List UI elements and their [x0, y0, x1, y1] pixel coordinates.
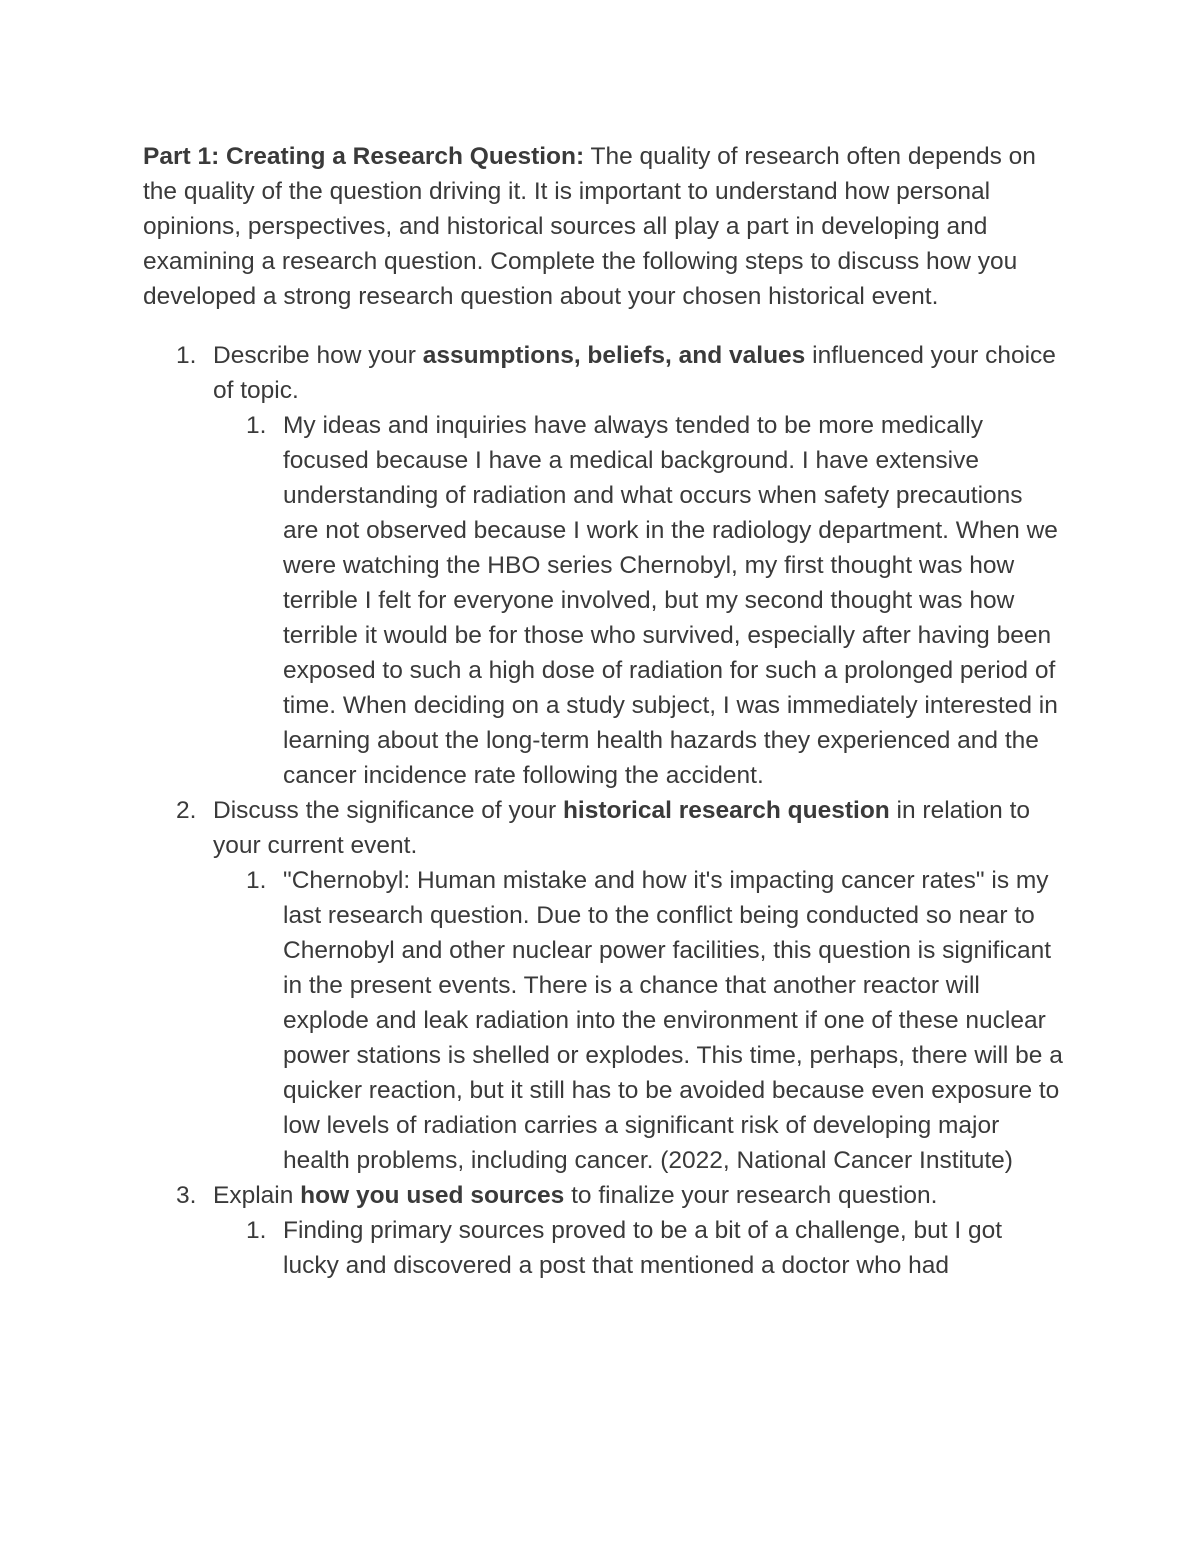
step-number: 2.: [176, 797, 197, 824]
prompt-text: Explain: [213, 1182, 301, 1209]
prompt-text: to finalize your research question.: [564, 1182, 938, 1209]
answer-item: [213, 1213, 1063, 1283]
answer-number: 1.: [246, 412, 267, 439]
answer-text: Finding primary sources proved to be a bit of a challenge, but I got lucky and discovered a post that mentioned a doctor who had: [283, 1217, 1003, 1279]
steps-list: [143, 338, 1063, 1283]
answer-list: [213, 408, 1063, 793]
part-heading: Part 1: Creating a Research Question:: [143, 143, 585, 170]
step-prompt: [213, 793, 1063, 863]
answer-number: 1.: [246, 867, 267, 894]
step-number: 1.: [176, 342, 197, 369]
answer-list: [213, 863, 1063, 1178]
step-item: [143, 793, 1063, 1178]
answer-text: My ideas and inquiries have always tended to be more medically focused because I have a medical background. I have extensive understanding of radiation and what occurs when safety precautions are not observed because I work in the radiology department. When we were watching the HBO series Chernobyl, my first thought was how terrible I felt for everyone involved, but my second thought was how terrible it would be for those who survived, especially after having been exposed to such a high dose of radiation for such a prolonged period of time. When deciding on a study subject, I was immediately interested in learning about the long-term health hazards they experienced and the cancer incidence rate following the accident.: [283, 412, 1058, 789]
step-number: 3.: [176, 1182, 197, 1209]
answer-item: [213, 408, 1063, 793]
prompt-text: influenced your choice of topic.: [213, 342, 1056, 404]
answer-number: 1.: [246, 1217, 267, 1244]
intro-text: The quality of research often depends on the quality of the question driving it. It is important to understand how personal opinions, perspectives, and historical sources all play a part in developing and examining a research question. Complete the following steps to discuss how you developed a strong research question about your chosen historical event.: [143, 143, 1036, 310]
prompt-emphasis: historical research question: [562, 797, 890, 824]
prompt-emphasis: assumptions, beliefs, and values: [422, 342, 806, 369]
intro-paragraph: [143, 139, 1063, 314]
answer-list: [213, 1213, 1063, 1283]
step-prompt: [213, 338, 1063, 408]
prompt-text: Describe how your: [213, 342, 423, 369]
prompt-text: in relation to your current event.: [213, 797, 1031, 859]
step-prompt: [213, 1178, 1063, 1213]
step-item: [143, 338, 1063, 793]
document-page: [143, 139, 1063, 1283]
prompt-emphasis: how you used sources: [300, 1182, 565, 1209]
answer-text: "Chernobyl: Human mistake and how it's impacting cancer rates" is my last research question. Due to the conflict being conducted so near to Chernobyl and other nuclear power facilities, this question is significant in the present events. There is a chance that another reactor will explode and leak radiation into the environment if one of these nuclear power stations is shelled or explodes. This time, perhaps, there will be a quicker reaction, but it still has to be avoided because even exposure to low levels of radiation carries a significant risk of developing major health problems, including cancer. (2022, National Cancer Institute): [283, 867, 1063, 1174]
step-item: [143, 1178, 1063, 1283]
answer-item: [213, 863, 1063, 1178]
prompt-text: Discuss the significance of your: [213, 797, 563, 824]
